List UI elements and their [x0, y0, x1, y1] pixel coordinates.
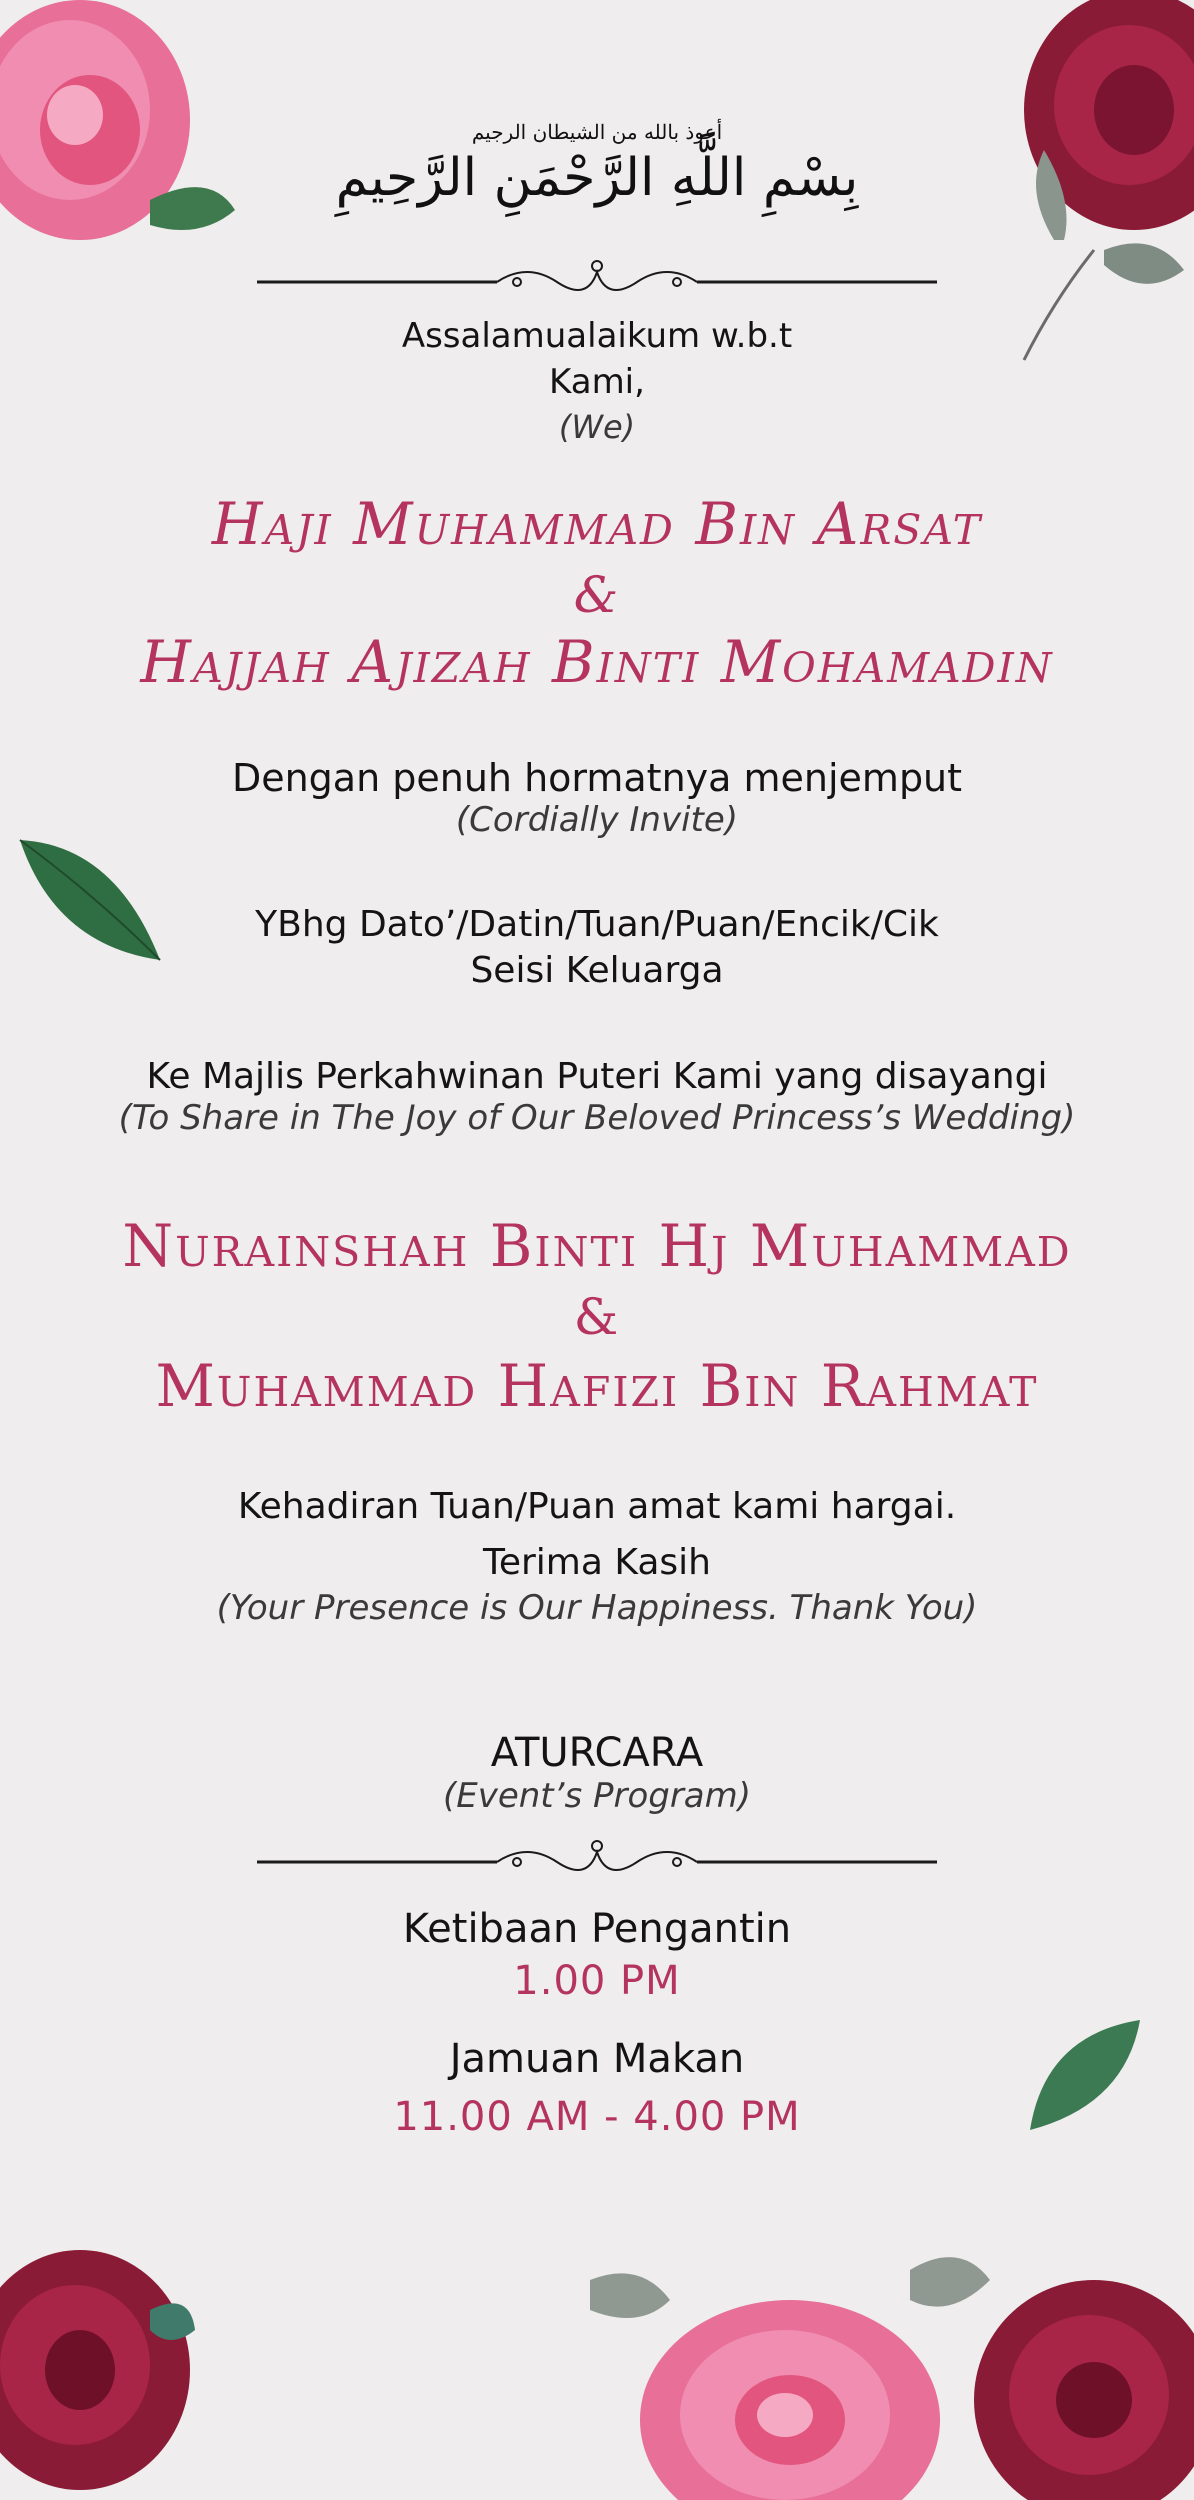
invite-malay-text: Dengan penuh hormatnya menjemput	[231, 756, 963, 800]
ornament-divider-top	[257, 252, 937, 312]
event-time-meal: 11.00 AM - 4.00 PM	[393, 2094, 801, 2140]
closing-english-text: (Your Presence is Our Happiness. Thank You)	[216, 1588, 978, 1628]
rose-bottom-center-decoration	[580, 2240, 1000, 2500]
greeting-text: Assalamualaikum w.b.t	[401, 316, 793, 356]
guests-line-1: YBhg Dato’/Datin/Tuan/Puan/Encik/Cik	[255, 904, 939, 945]
couple-ampersand: &	[573, 1288, 621, 1346]
program-title: ATURCARA	[490, 1730, 704, 1776]
closing-line-1: Kehadiran Tuan/Puan amat kami hargai.	[237, 1486, 957, 1527]
groom-name: Muhammad Hafizi Bin Rahmat	[155, 1352, 1039, 1420]
closing-line-2: Terima Kasih	[482, 1542, 711, 1583]
event-time-arrival: 1.00 PM	[513, 1958, 681, 2004]
program-subtitle: (Event’s Program)	[442, 1776, 752, 1816]
taawwudh-text: أعوذ بالله من الشيطان الرجيم	[471, 120, 723, 144]
kami-text: Kami,	[549, 362, 645, 402]
rose-bottom-right-decoration	[964, 2260, 1194, 2500]
guests-line-2: Seisi Keluarga	[470, 950, 724, 991]
invite-english-text: (Cordially Invite)	[455, 800, 739, 840]
occasion-english-text: (To Share in The Joy of Our Beloved Princess’s Wedding)	[118, 1098, 1076, 1138]
occasion-malay-text: Ke Majlis Perkahwinan Puteri Kami yang disayangi	[146, 1056, 1048, 1097]
event-name-arrival: Ketibaan Pengantin	[402, 1906, 792, 1952]
bismillah-text: بِسْمِ اللَّهِ الرَّحْمَنِ الرَّحِيمِ	[335, 148, 859, 208]
ornament-divider-bottom	[257, 1832, 937, 1892]
host-ampersand: &	[573, 566, 621, 624]
leaf-left-decoration	[15, 835, 165, 965]
event-name-meal: Jamuan Makan	[449, 2036, 745, 2082]
rose-bottom-left-decoration	[0, 2240, 200, 2500]
bride-name: Nurainshah Binti Hj Muhammad	[122, 1212, 1072, 1280]
host-father-name: Haji Muhammad Bin Arsat	[211, 490, 983, 558]
bismillah-calligraphy	[0, 120, 1194, 208]
host-mother-name: Hajjah Ajizah Binti Mohamadin	[140, 628, 1054, 696]
we-text: (We)	[558, 408, 636, 446]
